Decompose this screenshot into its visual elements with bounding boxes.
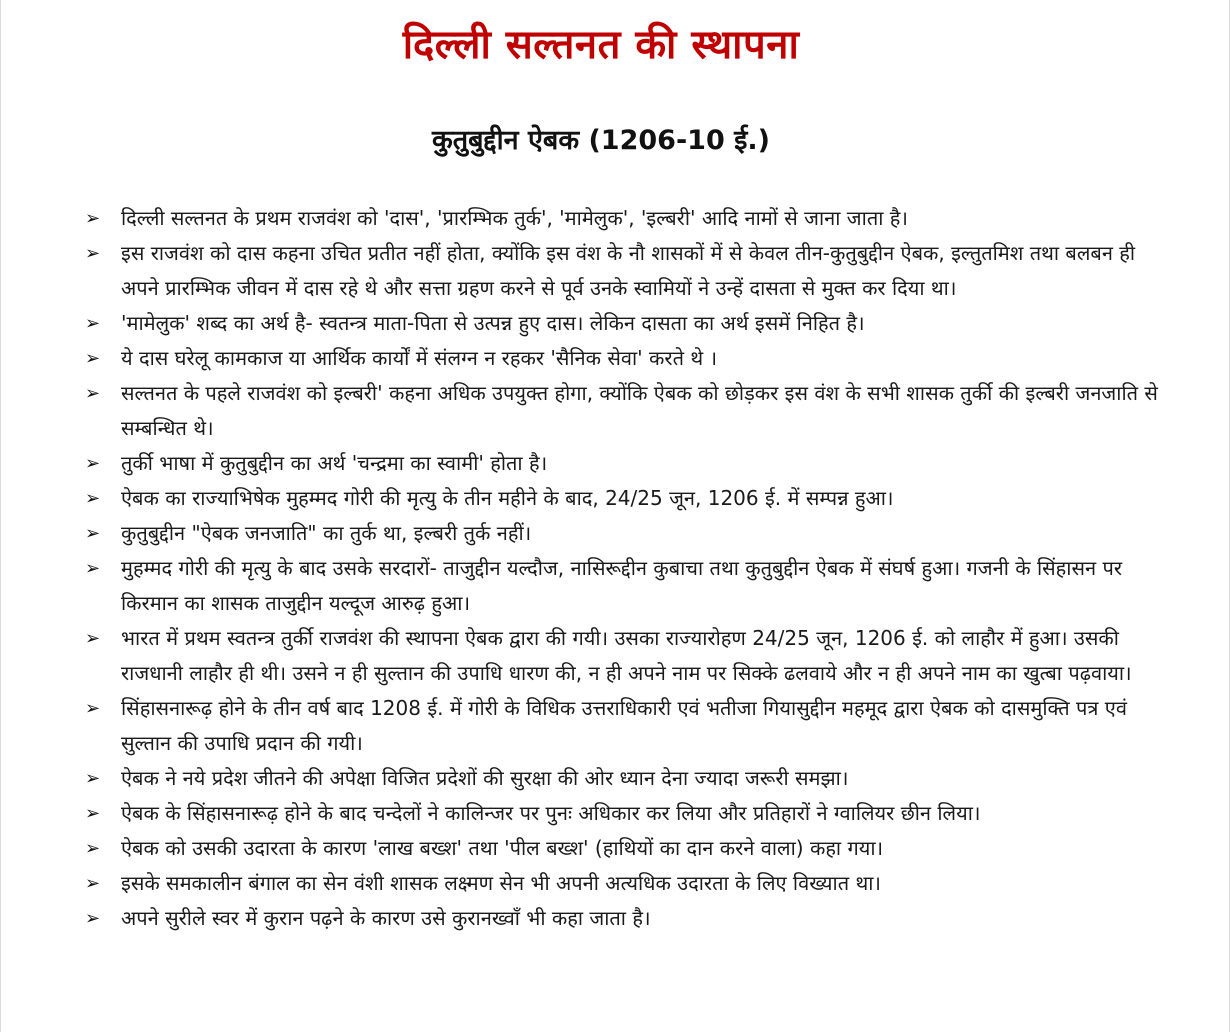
page-title: दिल्ली सल्तनत की स्थापना <box>402 22 800 68</box>
arrow-bullet-icon: ➢ <box>85 488 101 509</box>
list-item-text: इस राजवंश को दास कहना उचित प्रतीत नहीं होता, क्योंकि इस वंश के नौ शासकों में से केवल तीन-कुतुबुद्दीन ऐबक, इल्तुतमिश तथा बलबन ही अपने प्रारम्भिक जीवन में दास रहे थे और सत्ता ग्रहण करने से पूर्व उनके स्वामियों ने उन्हें दासता से मुक्त कर दिया था। <box>121 241 1136 300</box>
arrow-bullet-icon: ➢ <box>85 348 101 369</box>
arrow-bullet-icon: ➢ <box>85 243 101 264</box>
arrow-bullet-icon: ➢ <box>85 313 101 334</box>
list-item <box>83 866 1168 901</box>
arrow-bullet-icon: ➢ <box>85 838 101 859</box>
list-item <box>83 621 1168 691</box>
bullet-list <box>83 201 1168 936</box>
list-item-text: दिल्ली सल्तनत के प्रथम राजवंश को 'दास', 'प्रारम्भिक तुर्क', 'मामेलुक', 'इल्बरी' आदि नामों से जाना जाता है। <box>121 206 908 230</box>
arrow-bullet-icon: ➢ <box>85 803 101 824</box>
list-item <box>83 516 1168 551</box>
list-item-text: सिंहासनारूढ़ होने के तीन वर्ष बाद 1208 ई. में गोरी के विधिक उत्तराधिकारी एवं भतीजा गियासुद्दीन महमूद द्वारा ऐबक को दासमुक्ति पत्र एवं सुल्तान की उपाधि प्रदान की गयी। <box>121 696 1127 755</box>
list-item-text: ऐबक को उसकी उदारता के कारण 'लाख बख्श' तथा 'पील बख्श' (हाथियों का दान करने वाला) कहा गया। <box>121 836 884 860</box>
list-item-text: भारत में प्रथम स्वतन्त्र तुर्की राजवंश की स्थापना ऐबक द्वारा की गयी। उसका राज्यारोहण 24/25 जून, 1206 ई. को लाहौर में हुआ। उसकी राजधानी लाहौर ही थी। उसने न ही सुल्तान की उपाधि धारण की, न ही अपने नाम पर सिक्के ढलवाये और न ही अपने नाम का खुत्बा पढ़वाया। <box>121 626 1132 685</box>
list-item <box>83 236 1168 306</box>
arrow-bullet-icon: ➢ <box>85 523 101 544</box>
list-item <box>83 901 1168 936</box>
list-item-text: 'मामेलुक' शब्द का अर्थ है- स्वतन्त्र माता-पिता से उत्पन्न हुए दास। लेकिन दासता का अर्थ इसमें निहित है। <box>121 311 865 335</box>
list-item <box>83 691 1168 761</box>
list-item-text: कुतुबुद्दीन "ऐबक जनजाति" का तुर्क था, इल्बरी तुर्क नहीं। <box>121 521 532 545</box>
arrow-bullet-icon: ➢ <box>85 628 101 649</box>
list-item-text: ऐबक ने नये प्रदेश जीतने की अपेक्षा विजित प्रदेशों की सुरक्षा की ओर ध्यान देना ज्यादा जरूरी समझा। <box>121 766 849 790</box>
list-item <box>83 481 1168 516</box>
arrow-bullet-icon: ➢ <box>85 768 101 789</box>
list-item <box>83 831 1168 866</box>
arrow-bullet-icon: ➢ <box>85 208 101 229</box>
list-item <box>83 306 1168 341</box>
list-item <box>83 341 1168 376</box>
list-item-text: तुर्की भाषा में कुतुबुद्दीन का अर्थ 'चन्द्रमा का स्वामी' होता है। <box>121 451 548 475</box>
arrow-bullet-icon: ➢ <box>85 383 101 404</box>
list-item-text: मुहम्मद गोरी की मृत्यु के बाद उसके सरदारों- ताजुद्दीन यल्दौज, नासिरूद्दीन कुबाचा तथा कुतुबुद्दीन ऐबक में संघर्ष हुआ। गजनी के सिंहासन पर किरमान का शासक ताजुद्दीन यल्दूज आरुढ़ हुआ। <box>121 556 1122 615</box>
list-item-text: सल्तनत के पहले राजवंश को इल्बरी' कहना अधिक उपयुक्त होगा, क्योंकि ऐबक को छोड़कर इस वंश के सभी शासक तुर्की की इल्बरी जनजाति से सम्बन्धित थे। <box>121 381 1158 440</box>
list-item <box>83 761 1168 796</box>
list-item-text: अपने सुरीले स्वर में कुरान पढ़ने के कारण उसे कुरानख्वाँ भी कहा जाता है। <box>121 906 651 930</box>
arrow-bullet-icon: ➢ <box>85 698 101 719</box>
list-item <box>83 446 1168 481</box>
list-item-text: ऐबक के सिंहासनारूढ़ होने के बाद चन्देलों ने कालिन्जर पर पुनः अधिकार कर लिया और प्रतिहारों ने ग्वालियर छीन लिया। <box>121 801 981 825</box>
section-heading: कुतुबुद्दीन ऐबक (1206-10 ई.) <box>432 125 770 156</box>
list-item <box>83 376 1168 446</box>
list-item-text: इसके समकालीन बंगाल का सेन वंशी शासक लक्ष्मण सेन भी अपनी अत्यधिक उदारता के लिए विख्यात था। <box>121 871 881 895</box>
arrow-bullet-icon: ➢ <box>85 908 101 929</box>
list-item <box>83 201 1168 236</box>
list-item <box>83 551 1168 621</box>
arrow-bullet-icon: ➢ <box>85 453 101 474</box>
arrow-bullet-icon: ➢ <box>85 558 101 579</box>
list-item <box>83 796 1168 831</box>
list-item-text: ये दास घरेलू कामकाज या आर्थिक कार्यों में संलग्न न रहकर 'सैनिक सेवा' करते थे । <box>121 346 718 370</box>
list-item-text: ऐबक का राज्याभिषेक मुहम्मद गोरी की मृत्यु के तीन महीने के बाद, 24/25 जून, 1206 ई. में सम्पन्न हुआ। <box>121 486 894 510</box>
arrow-bullet-icon: ➢ <box>85 873 101 894</box>
